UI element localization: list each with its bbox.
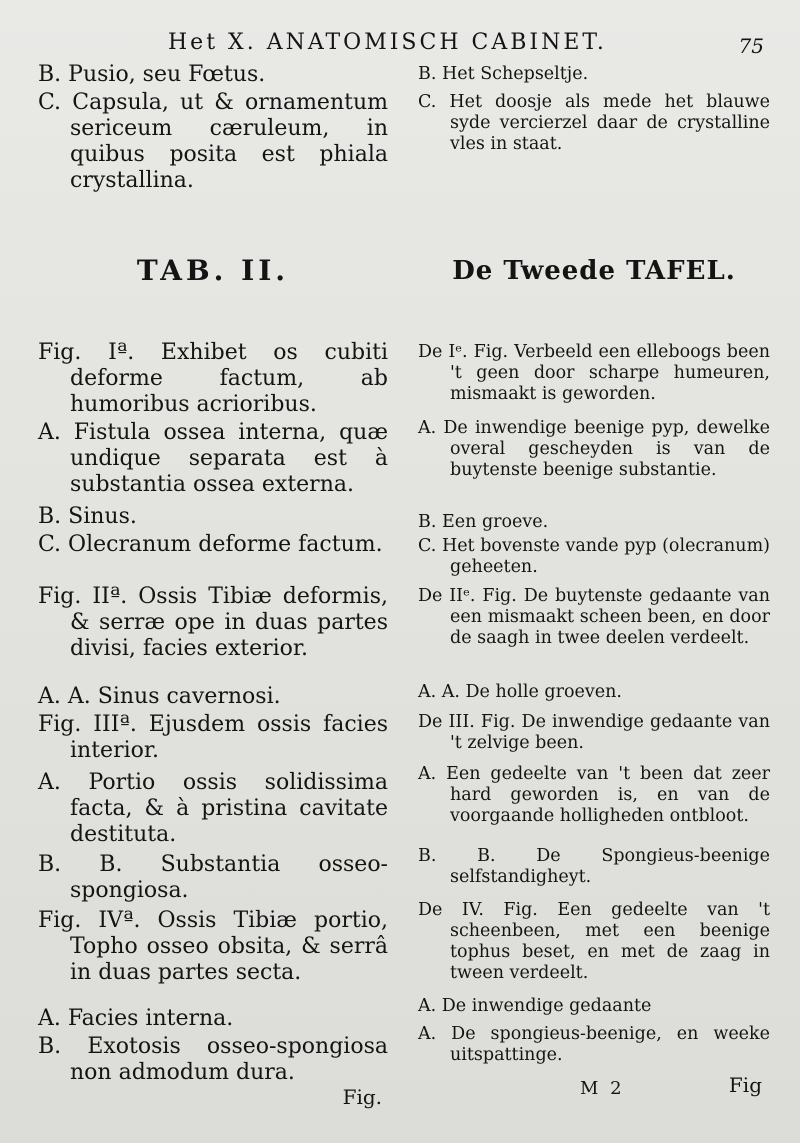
dutch-entry-fig1-a: A. De inwendige beenige pyp, dewelke overal gescheyden is van de buytenste beenige substantie.: [418, 418, 770, 480]
dutch-entry-schepseltje: B. Het Schepseltje.: [418, 64, 589, 84]
header-title: Het X. ANATOMISCH CABINET.: [168, 30, 607, 55]
dutch-plate-heading: De Tweede TAFEL.: [452, 256, 736, 286]
dutch-entry-fig1-b: B. Een groeve.: [418, 512, 549, 532]
latin-entry-fig3: Fig. IIIª. Ejusdem ossis facies interior.: [38, 712, 388, 763]
latin-catchword: Fig.: [342, 1085, 382, 1109]
latin-entry-fig2: Fig. IIª. Ossis Tibiæ deformis, & serræ ope in duas partes divisi, facies exterior.: [38, 584, 388, 661]
latin-entry-pusio: B. Pusio, seu Fœtus.: [38, 62, 266, 87]
latin-column: [38, 62, 388, 1103]
running-header: [0, 30, 800, 64]
dutch-entry-doosje: C. Het doosje als mede het blauwe syde vercierzel daar de crystalline vles in staat.: [418, 92, 770, 154]
dutch-entry-fig4-a2: A. De spongieus-beenige, en weeke uitspattinge.: [418, 1024, 770, 1065]
dutch-entry-fig3-a: A. Een gedeelte van 't been dat zeer hard geworden is, en van de voorgaande holligheden ontbloot.: [418, 764, 770, 826]
dutch-entry-fig3: De III. Fig. De inwendige gedaante van 't zelvige been.: [418, 712, 770, 753]
latin-entry-fig1-b: B. Sinus.: [38, 504, 137, 529]
dutch-entry-fig4-a: A. De inwendige gedaante: [418, 996, 652, 1016]
dutch-catchword: Fig: [728, 1073, 762, 1097]
latin-entry-fig3-bb: B. B. Substantia osseo-spongiosa.: [38, 852, 388, 903]
latin-entry-fig1-a: A. Fistula ossea interna, quæ undique separata est à substantia ossea externa.: [38, 420, 388, 497]
latin-entry-fig1-c: C. Olecranum deforme factum.: [38, 532, 383, 557]
dutch-entry-fig4: De IV. Fig. Een gedeelte van 't scheenbeen, met een beenige tophus beset, en met de zaag in tween verdeelt.: [418, 900, 770, 983]
latin-entry-fig4: Fig. IVª. Ossis Tibiæ portio, Topho osseo obsita, & serrâ in duas partes secta.: [38, 908, 388, 985]
latin-entry-capsula: C. Capsula, ut & ornamentum sericeum cæruleum, in quibus posita est phiala crystallina.: [38, 90, 388, 193]
dutch-column: [418, 62, 770, 1103]
signature-mark: M 2: [580, 1078, 625, 1099]
dutch-entry-fig1-c: C. Het bovenste vande pyp (olecranum) geheeten.: [418, 536, 770, 577]
latin-entry-fig1: Fig. Iª. Exhibet os cubiti deforme factum, ab humoribus acrioribus.: [38, 340, 388, 417]
dutch-entry-fig2-a: A. A. De holle groeven.: [418, 682, 622, 702]
dutch-entry-fig2: De IIᵉ. Fig. De buytenste gedaante van een mismaakt scheen been, en door de saagh in twee deelen verdeelt.: [418, 586, 770, 648]
latin-entry-fig3-a: A. Portio ossis solidissima facta, & à pristina cavitate destituta.: [38, 770, 388, 847]
latin-entry-fig4-a: A. Facies interna.: [38, 1006, 234, 1031]
page-number: 75: [738, 34, 764, 58]
dutch-entry-fig1: De Iᵉ. Fig. Verbeeld een elleboogs been 't geen door scharpe humeuren, mismaakt is geworden.: [418, 342, 770, 404]
latin-entry-fig4-b: B. Exotosis osseo-spongiosa non admodum dura.: [38, 1034, 388, 1085]
latin-plate-heading: TAB. II.: [136, 254, 290, 287]
latin-entry-fig2-a: A. A. Sinus cavernosi.: [38, 684, 281, 709]
dutch-entry-fig3-bb: B. B. De Spongieus-beenige selfstandigheyt.: [418, 846, 770, 887]
